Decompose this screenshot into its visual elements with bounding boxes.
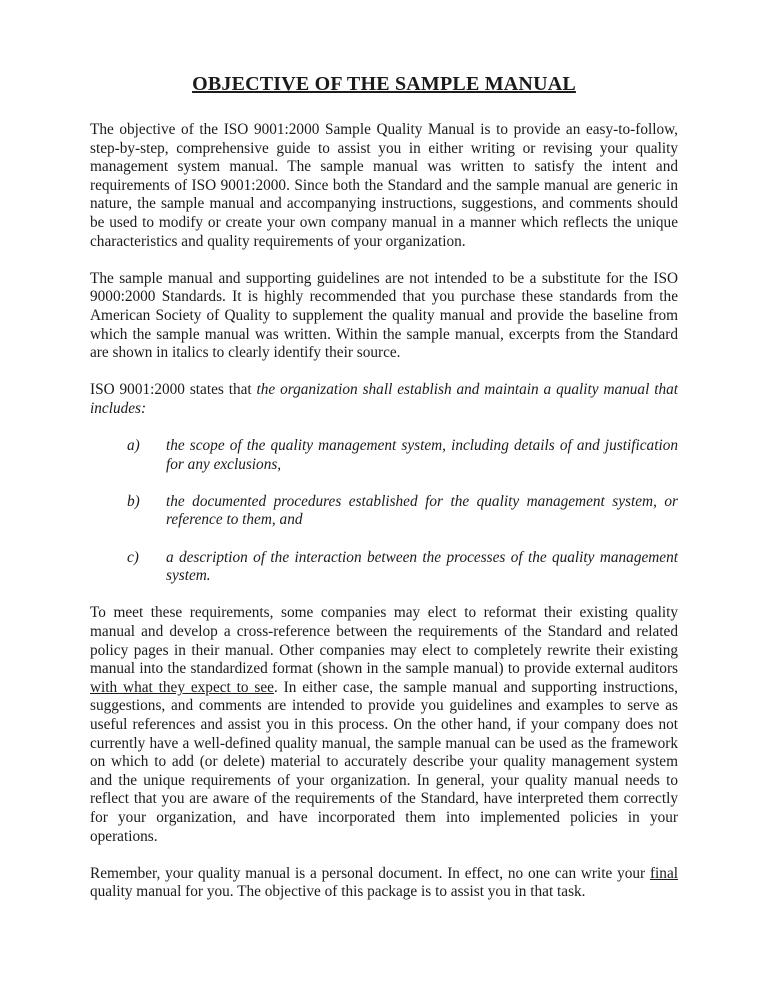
list-item-label: a) bbox=[127, 437, 140, 455]
text-run: The objective of the ISO 9001:2000 Sample Quality Manual is to provide an easy-to-follow, step-by-step, comprehensive guide to assist you in either writing or revising your quality management system manual. The sample manual was written to satisfy the intent and requirements of ISO 9001:2000. Since both the Standard and the sample manual are generic in nature, the sample manual and accompanying instructions, suggestions, and comments should be used to modify or create your own company manual in a manner which reflects the unique characteristics and quality requirements of your organization. bbox=[90, 121, 678, 250]
paragraph bbox=[90, 270, 678, 363]
text-run: . In either case, the sample manual and supporting instructions, suggestions, and comments are intended to provide you guidelines and examples to serve as useful references and assist you in this process. On the other hand, if your company does not currently have a well-defined quality manual, the sample manual can be used as the framework on which to add (or delete) material to accurately describe your quality management system and the unique requirements of your organization. In general, your quality manual needs to reflect that you are aware of the requirements of the Standard, have interpreted them correctly for your organization, and have incorporated them into implemented policies in your operations. bbox=[90, 678, 679, 845]
paragraph bbox=[90, 381, 678, 418]
text-run: a description of the interaction between the processes of the quality management system. bbox=[166, 548, 678, 585]
text-run: ISO 9001:2000 states that bbox=[90, 381, 257, 399]
text-run: final bbox=[649, 864, 678, 882]
document-title: OBJECTIVE OF THE SAMPLE MANUAL bbox=[192, 73, 576, 95]
list-item bbox=[90, 437, 678, 474]
text-run: quality manual for you. The objective of this package is to assist you in that task. bbox=[90, 883, 586, 901]
paragraph bbox=[90, 865, 678, 902]
text-run: the organization shall establish and maintain a quality manual that includes: bbox=[90, 381, 678, 417]
list-item-text bbox=[166, 437, 678, 473]
list-item-label: b) bbox=[127, 492, 140, 510]
text-run: the documented procedures established for the quality management system, or reference to them, and bbox=[166, 492, 678, 529]
paragraph bbox=[90, 121, 678, 251]
list-item bbox=[90, 549, 678, 586]
list-item-label: c) bbox=[127, 548, 139, 566]
text-run: To meet these requirements, some companies may elect to reformat their existing quality manual and develop a cross-reference between the requirements of the Standard and related policy pages in their manual. Other companies may elect to completely rewrite their existing manual into the standardized format (shown in the sample manual) to provide external auditors bbox=[90, 604, 678, 678]
list-item-text bbox=[166, 549, 678, 585]
document-body bbox=[90, 121, 678, 902]
text-run: the scope of the quality management system, including details of and justification for any exclusions, bbox=[166, 437, 678, 473]
text-run: The sample manual and supporting guidelines are not intended to be a substitute for the ISO 9000:2000 Standards. It is highly recommended that you purchase these standards from the American Society of Quality to supplement the quality manual and provide the baseline from which the sample manual was written. Within the sample manual, excerpts from the Standard are shown in italics to clearly identify their source. bbox=[90, 269, 678, 362]
text-run: Remember, your quality manual is a personal document. In effect, no one can write your bbox=[90, 864, 650, 882]
list-item-text bbox=[166, 493, 678, 529]
list-item bbox=[90, 493, 678, 530]
paragraph bbox=[90, 604, 678, 846]
text-run: with what they expect to see bbox=[90, 678, 274, 696]
